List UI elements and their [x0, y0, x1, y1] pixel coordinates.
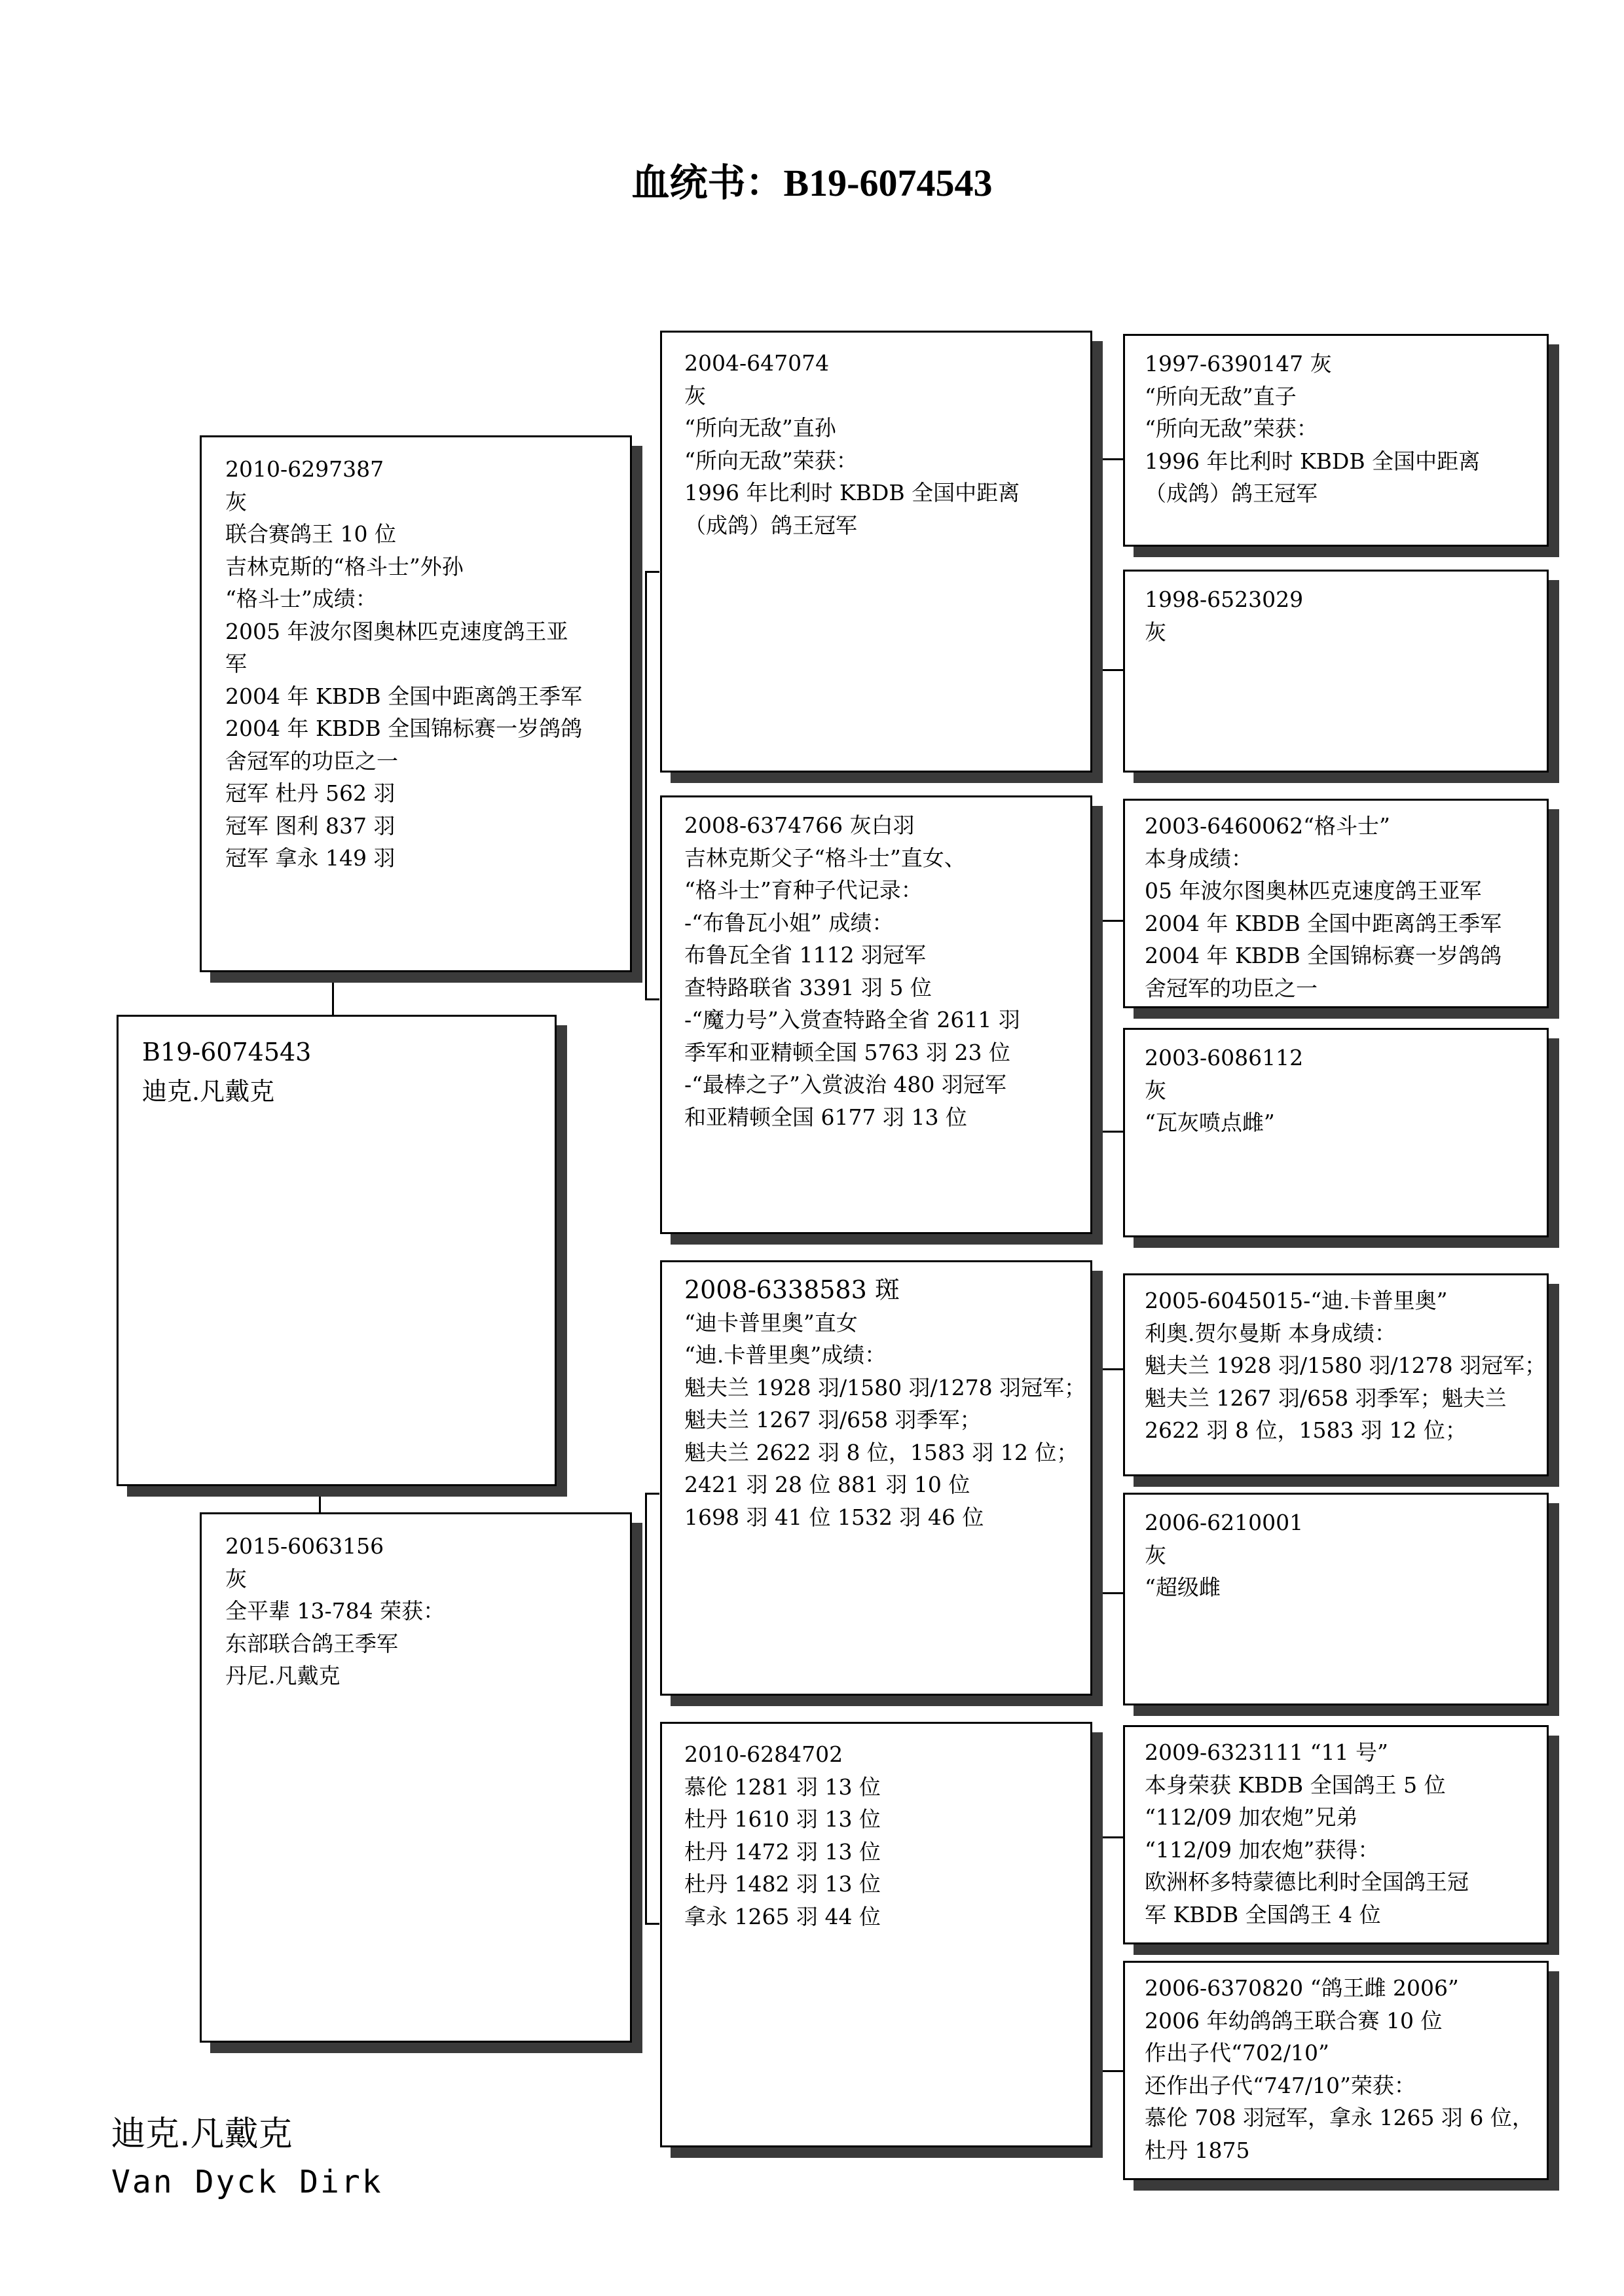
pedigree-box-sds	[1123, 799, 1549, 1008]
connector-dam-dd	[645, 1923, 659, 1925]
pedigree-box-ssd	[1123, 570, 1549, 773]
pedigree-line: 魁夫兰 2622 羽 8 位，1583 羽 12 位；	[684, 1439, 1079, 1465]
pedigree-line: 1997-6390147 灰	[1145, 351, 1332, 376]
pedigree-line: 迪克.凡戴克	[142, 1077, 275, 1106]
connector-ss-ssd	[1095, 669, 1124, 671]
pedigree-line: 2004 年 KBDB 全国锦标赛一岁鸽鸽	[225, 716, 583, 741]
pedigree-line: 2421 羽 28 位 881 羽 10 位	[684, 1472, 970, 1497]
pedigree-line: 灰	[1145, 1542, 1166, 1568]
pedigree-line: 2010-6297387	[225, 456, 384, 482]
connector-sd-sds	[1095, 920, 1124, 922]
pedigree-line: 05 年波尔图奥林匹克速度鸽王亚军	[1145, 878, 1482, 903]
pedigree-box-sire-sire	[660, 331, 1092, 773]
pedigree-line: 灰	[225, 488, 247, 515]
pedigree-line: 2004-647074	[684, 350, 830, 376]
pedigree-line: 灰	[225, 1565, 247, 1592]
pedigree-line: 2006-6210001	[1145, 1510, 1304, 1535]
pedigree-line: 2003-6086112	[1145, 1045, 1304, 1070]
pedigree-line: -“布鲁瓦小姐” 成绩：	[684, 909, 894, 936]
pedigree-line: （成鸽）鸽王冠军	[684, 512, 857, 538]
pedigree-line: 东部联合鸽王季军	[225, 1630, 398, 1656]
pedigree-line: 魁夫兰 1267 羽/658 羽季军；魁夫兰	[1145, 1385, 1507, 1411]
pedigree-line: 欧洲杯多特蒙德比利时全国鸽王冠	[1145, 1869, 1469, 1895]
pedigree-line: 布鲁瓦全省 1112 羽冠军	[684, 942, 926, 968]
pedigree-line: “超级雌	[1145, 1575, 1221, 1600]
pedigree-line: 慕伦 708 羽冠军，拿永 1265 羽 6 位，	[1145, 2105, 1534, 2130]
pedigree-line: “格斗士”成绩：	[225, 586, 377, 611]
connector-dd-bracket	[1095, 1836, 1097, 2072]
pedigree-line: （成鸽）鸽王冠军	[1145, 481, 1318, 506]
pedigree-line: 2008-6374766 灰白羽	[684, 812, 915, 838]
pedigree-line: 慕伦 1281 羽 13 位	[684, 1774, 881, 1800]
pedigree-line: 灰	[1145, 619, 1166, 645]
pedigree-box-dds	[1123, 1725, 1549, 1944]
connector-ds-bracket	[1095, 1368, 1097, 1594]
pedigree-line: 吉林克斯的“格斗士”外孙	[225, 553, 464, 579]
pedigree-line: “所向无敌”荣获：	[1145, 416, 1318, 441]
connector-ss-sss	[1095, 458, 1124, 460]
connector-ds-dsd	[1095, 1592, 1124, 1594]
pedigree-box-subject	[117, 1015, 557, 1486]
pedigree-box-sire	[200, 435, 632, 972]
pedigree-line: 全平辈 13-784 荣获：	[225, 1598, 445, 1624]
connector-sire-sd	[645, 998, 659, 1000]
pedigree-line: “迪卡普里奥”直女	[684, 1309, 858, 1336]
pedigree-line: “112/09 加农炮”兄弟	[1145, 1804, 1358, 1830]
pedigree-line: 1996 年比利时 KBDB 全国中距离	[684, 480, 1020, 505]
pedigree-line: 2005 年波尔图奥林匹克速度鸽王亚	[225, 618, 568, 644]
pedigree-line: 2006-6370820 “鸽王雌 2006”	[1145, 1975, 1459, 2001]
pedigree-line: 2006 年幼鸽鸽王联合赛 10 位	[1145, 2007, 1443, 2033]
connector-sd-sdd	[1095, 1131, 1124, 1133]
pedigree-box-sdd	[1123, 1028, 1549, 1237]
pedigree-line: 杜丹 1472 羽 13 位	[684, 1838, 881, 1865]
pedigree-line: B19-6074543	[142, 1038, 312, 1066]
pedigree-line: 舍冠军的功臣之一	[225, 748, 398, 774]
pedigree-line: “迪.卡普里奥”成绩：	[684, 1342, 887, 1368]
connector-dd-ddd	[1095, 2070, 1124, 2072]
connector-ds-dss	[1095, 1368, 1124, 1370]
pedigree-line: 丹尼.凡戴克	[225, 1663, 341, 1688]
connector-dam-bracket	[645, 1493, 647, 1925]
pedigree-line: 冠军 拿永 149 羽	[225, 845, 396, 871]
pedigree-line: 魁夫兰 1928 羽/1580 羽/1278 羽冠军；	[1145, 1353, 1547, 1378]
pedigree-line: “所向无敌”直孙	[684, 415, 836, 441]
pedigree-line: 作出子代“702/10”	[1145, 2040, 1329, 2066]
pedigree-line: 利奥.贺尔曼斯 本身成绩：	[1145, 1320, 1396, 1346]
pedigree-line: “格斗士”育种子代记录：	[684, 877, 923, 903]
pedigree-box-dam-dam	[660, 1722, 1092, 2147]
pedigree-line: 灰	[1145, 1077, 1166, 1103]
pedigree-line: 2622 羽 8 位，1583 羽 12 位；	[1145, 1417, 1467, 1443]
pedigree-line: “112/09 加农炮”获得：	[1145, 1836, 1380, 1863]
pedigree-line: 2004 年 KBDB 全国中距离鸽王季军	[225, 683, 583, 709]
pedigree-line: 杜丹 1482 羽 13 位	[684, 1871, 881, 1897]
pedigree-line: 魁夫兰 1928 羽/1580 羽/1278 羽冠军；	[684, 1374, 1086, 1400]
pedigree-line: 2015-6063156	[225, 1533, 384, 1559]
pedigree-line: 2004 年 KBDB 全国锦标赛一岁鸽鸽	[1145, 943, 1502, 968]
pedigree-line: 杜丹 1610 羽 13 位	[684, 1806, 881, 1832]
connector-dam-ds	[645, 1493, 659, 1495]
pedigree-box-dsd	[1123, 1493, 1549, 1705]
page-title: 血统书：B19-6074543	[631, 162, 993, 204]
pedigree-line: “所向无敌”荣获：	[684, 447, 858, 473]
pedigree-line: 2009-6323111 “11 号”	[1145, 1740, 1388, 1765]
pedigree-line: 魁夫兰 1267 羽/658 羽季军；	[684, 1407, 982, 1432]
pedigree-line: 拿永 1265 羽 44 位	[684, 1903, 881, 1929]
pedigree-line: 冠军 图利 837 羽	[225, 812, 396, 839]
pedigree-line: 杜丹 1875	[1145, 2137, 1250, 2163]
connector-sire-bracket	[645, 571, 647, 1000]
connector-subject-sire	[332, 975, 334, 1015]
pedigree-line: 军 KBDB 全国鸽王 4 位	[1145, 1901, 1381, 1927]
pedigree-line: 联合赛鸽王 10 位	[225, 521, 396, 547]
pedigree-line: 本身荣获 KBDB 全国鸽王 5 位	[1145, 1772, 1446, 1798]
pedigree-line: 冠军 杜丹 562 羽	[225, 780, 396, 806]
pedigree-box-sss	[1123, 334, 1549, 547]
pedigree-line: 1698 羽 41 位 1532 羽 46 位	[684, 1504, 984, 1530]
pedigree-box-ddd	[1123, 1961, 1549, 2180]
pedigree-box-dss	[1123, 1273, 1549, 1476]
pedigree-line: 本身成绩：	[1145, 845, 1253, 871]
pedigree-line: “所向无敌”直子	[1145, 383, 1297, 409]
pedigree-line: 1998-6523029	[1145, 587, 1304, 612]
pedigree-line: -“最棒之子”入赏波治 480 羽冠军	[684, 1072, 1006, 1097]
breeder-name-chinese: 迪克.凡戴克	[111, 2115, 293, 2154]
pedigree-line: 灰	[684, 382, 706, 409]
pedigree-line: 查特路联省 3391 羽 5 位	[684, 974, 932, 1000]
pedigree-line: 季军和亚精顿全国 5763 羽 23 位	[684, 1039, 1010, 1065]
pedigree-line: “瓦灰喷点雌”	[1145, 1110, 1275, 1135]
connector-ss-bracket	[1095, 458, 1097, 671]
pedigree-line: 舍冠军的功臣之一	[1145, 975, 1318, 1001]
pedigree-line: 还作出子代“747/10”荣获：	[1145, 2072, 1416, 2098]
pedigree-line: 1996 年比利时 KBDB 全国中距离	[1145, 448, 1481, 474]
connector-dd-dds	[1095, 1836, 1124, 1838]
breeder-name-english: Van Dyck Dirk	[111, 2164, 383, 2200]
pedigree-line: 吉林克斯父子“格斗士”直女、	[684, 845, 966, 871]
pedigree-line: 2003-6460062“格斗士”	[1145, 813, 1390, 839]
connector-sire-ss	[645, 571, 659, 573]
pedigree-line: 2005-6045015-“迪.卡普里奥”	[1145, 1288, 1448, 1313]
pedigree-box-dam	[200, 1512, 632, 2043]
pedigree-line: 和亚精顿全国 6177 羽 13 位	[684, 1104, 967, 1130]
pedigree-box-dam-sire	[660, 1260, 1092, 1696]
pedigree-line: 2010-6284702	[684, 1741, 843, 1767]
pedigree-line: -“魔力号”入赏查特路全省 2611 羽	[684, 1007, 1020, 1032]
pedigree-line: 2004 年 KBDB 全国中距离鸽王季军	[1145, 910, 1502, 936]
pedigree-box-sire-dam	[660, 795, 1092, 1234]
pedigree-line: 军	[225, 651, 247, 676]
pedigree-line: 2008-6338583 斑	[684, 1275, 900, 1304]
connector-sd-bracket	[1095, 920, 1097, 1133]
